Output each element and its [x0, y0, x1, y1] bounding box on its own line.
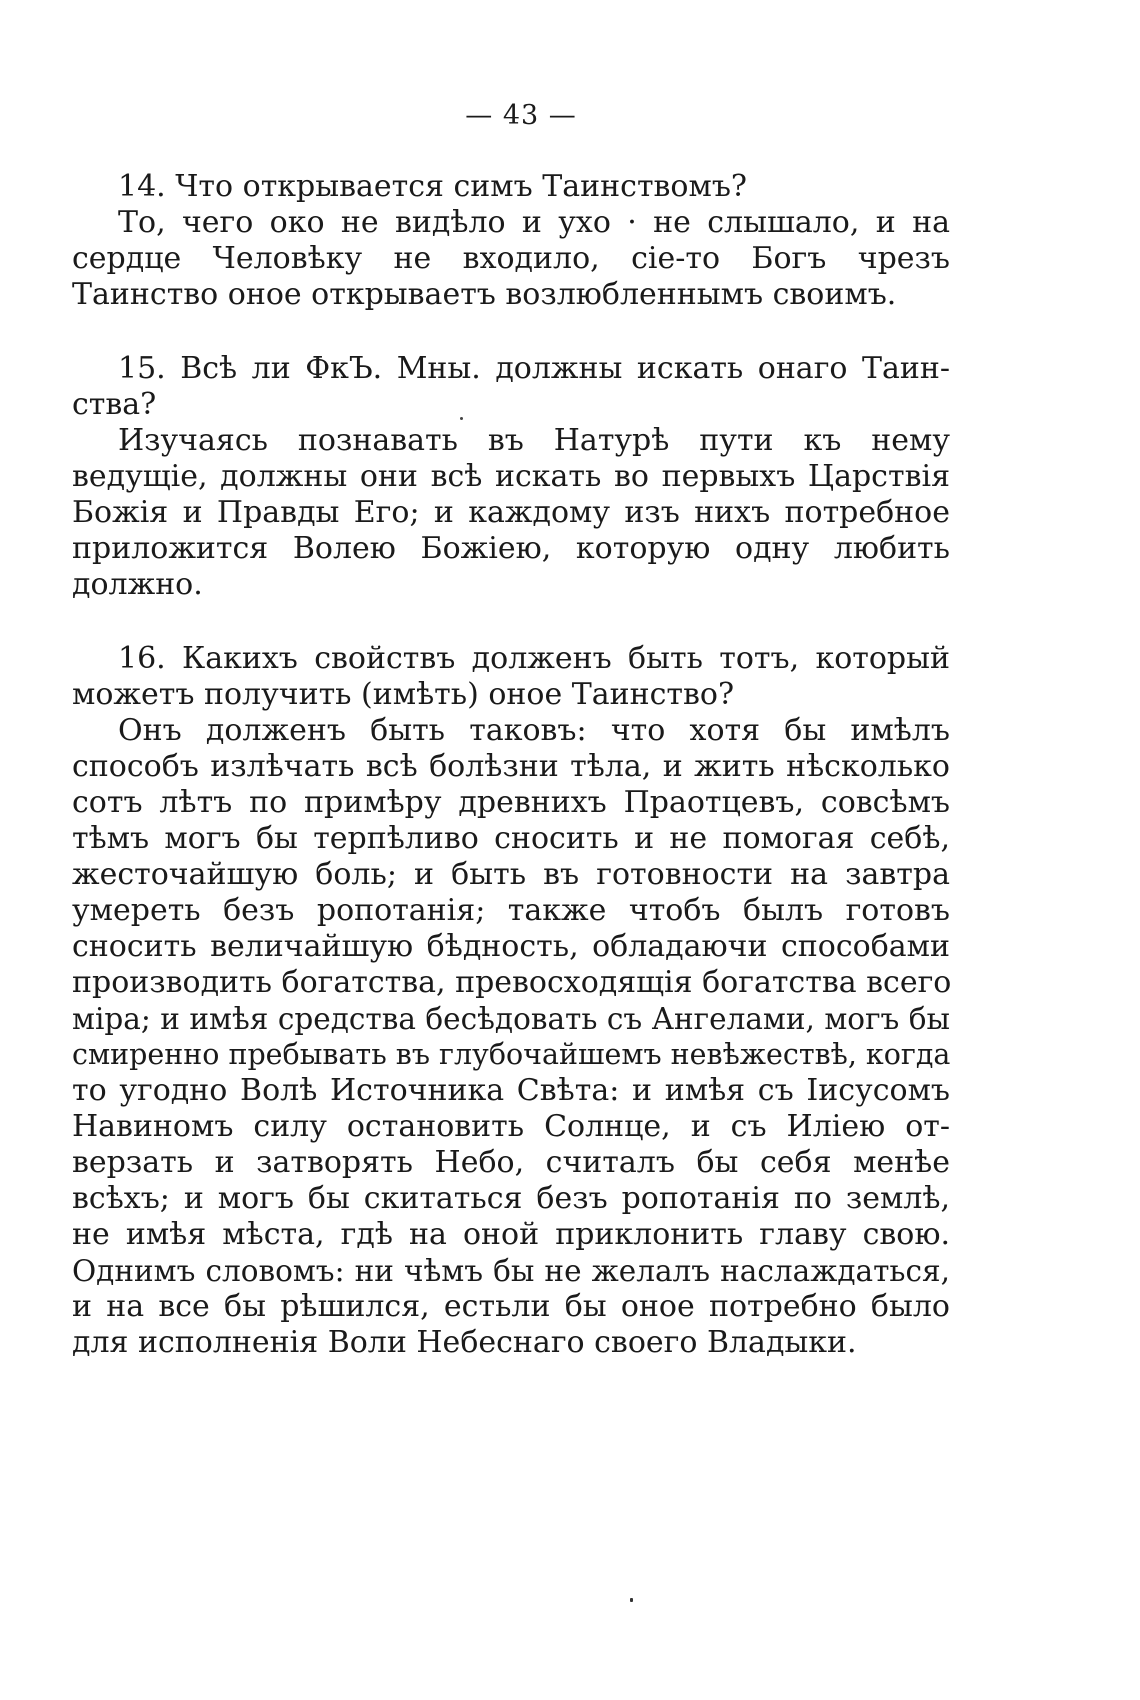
- text-line: То, чего око не видѣло и ухо · не слышало, и на: [118, 205, 950, 240]
- text-line: Однимъ словомъ: ни чѣмъ бы не желалъ наслаждаться,: [72, 1254, 950, 1288]
- text-line: Изучаясь познавать въ Натурѣ пути къ нему: [118, 423, 950, 458]
- section-gap: [72, 313, 950, 351]
- print-speck: [630, 1598, 633, 1602]
- text-line: не имѣя мѣста, гдѣ на оной приклонить главу свою.: [72, 1217, 950, 1252]
- print-speck: [460, 417, 463, 420]
- text-line: жесточайшую боль; и быть въ готовности на завтра: [72, 857, 950, 892]
- book-page: [72, 100, 950, 1361]
- text-line: и на все бы рѣшился, естьли бы оное потребно было: [72, 1289, 950, 1324]
- text-line: смиренно пребывать въ глубочайшемъ невѣжествѣ, когда: [72, 1038, 951, 1071]
- page-number: — 43 —: [465, 100, 577, 131]
- text-line: приложится Волею Божіею, которую одну любить: [72, 531, 950, 566]
- question-section-1: [72, 169, 950, 313]
- text-line: тѣмъ могъ бы терпѣливо сносить и не помогая себѣ,: [72, 821, 950, 856]
- text-line: то угодно Волѣ Источника Свѣта: и имѣя съ Іисусомъ: [72, 1073, 950, 1108]
- question-section-2: [72, 351, 950, 603]
- text-line: всѣхъ; и могъ бы скитаться безъ ропотанія по землѣ,: [72, 1181, 950, 1216]
- text-line: умереть безъ ропотанія; также чтобъ былъ готовъ: [72, 893, 950, 928]
- section-gap: [72, 603, 950, 641]
- text-line: 15. Всѣ ли ФкЪ. Мны. должны искать онаго Таин-: [118, 351, 950, 386]
- text-line: 14. Что открывается симъ Таинствомъ?: [118, 169, 748, 204]
- text-line: 16. Какихъ свойствъ долженъ быть тотъ, который: [118, 641, 950, 676]
- text-line: способъ излѣчать всѣ болѣзни тѣла, и жить нѣсколько: [72, 749, 950, 784]
- text-line: можетъ получить (имѣть) оное Таинство?: [72, 677, 735, 712]
- text-line: Таинство оное открываетъ возлюбленнымъ своимъ.: [72, 277, 897, 312]
- page-body: [72, 169, 950, 1361]
- text-line: производить богатства, превосходящія богатства всего: [72, 965, 952, 1000]
- text-line: ства?: [72, 387, 157, 422]
- text-line: сносить величайшую бѣдность, обладаючи способами: [72, 929, 950, 964]
- text-line: міра; и имѣя средства бесѣдовать съ Ангелами, могъ бы: [72, 1002, 950, 1036]
- text-line: сердце Человѣку не входило, сіе-то Богъ чрезъ: [72, 241, 950, 276]
- text-line: сотъ лѣтъ по примѣру древнихъ Праотцевъ, совсѣмъ: [72, 785, 950, 820]
- text-line: должно.: [72, 567, 203, 602]
- question-section-3: [72, 641, 950, 1361]
- text-line: верзать и затворять Небо, считалъ бы себя менѣе: [72, 1145, 950, 1180]
- text-line: Божія и Правды Его; и каждому изъ нихъ потребное: [72, 495, 950, 530]
- text-line: Онъ долженъ быть таковъ: что хотя бы имѣлъ: [118, 713, 950, 748]
- text-line: Навиномъ силу остановить Солнце, и съ Иліею от-: [72, 1109, 950, 1144]
- text-line: ведущіе, должны они всѣ искать во первыхъ Царствія: [72, 459, 950, 494]
- text-line: для исполненія Воли Небеснаго своего Владыки.: [72, 1325, 857, 1360]
